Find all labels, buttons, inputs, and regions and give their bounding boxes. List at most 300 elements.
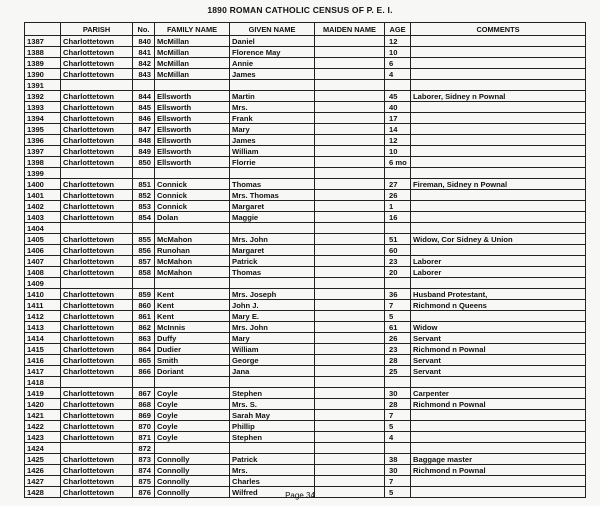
cell-record-number: 1393	[25, 102, 61, 113]
cell-parish: Charlottetown	[61, 36, 133, 47]
cell-record-number: 1389	[25, 58, 61, 69]
cell-family-no: 855	[133, 234, 155, 245]
cell-age: 12	[385, 135, 411, 146]
cell-parish: Charlottetown	[61, 69, 133, 80]
cell-record-number: 1403	[25, 212, 61, 223]
cell-family-name: McMillan	[155, 36, 230, 47]
cell-given-name: Mary	[230, 333, 315, 344]
cell-family-no	[133, 168, 155, 179]
cell-maiden-name	[315, 234, 385, 245]
table-row	[25, 300, 586, 311]
cell-record-number: 1415	[25, 344, 61, 355]
column-header-family-no: No.	[133, 23, 155, 36]
cell-comments: Baggage master	[411, 454, 586, 465]
cell-comments	[411, 190, 586, 201]
cell-record-number: 1391	[25, 80, 61, 91]
cell-age: 28	[385, 355, 411, 366]
cell-family-no: 849	[133, 146, 155, 157]
cell-comments: Laborer, Sidney n Pownal	[411, 91, 586, 102]
table-row	[25, 80, 586, 91]
cell-record-number: 1408	[25, 267, 61, 278]
page-number: Page 34	[285, 491, 315, 500]
cell-family-no: 868	[133, 399, 155, 410]
cell-given-name	[230, 443, 315, 454]
table-row	[25, 311, 586, 322]
cell-record-number: 1399	[25, 168, 61, 179]
cell-comments	[411, 168, 586, 179]
cell-family-name: Connick	[155, 201, 230, 212]
cell-record-number: 1418	[25, 377, 61, 388]
cell-family-no: 858	[133, 267, 155, 278]
cell-comments	[411, 58, 586, 69]
cell-family-name: Coyle	[155, 399, 230, 410]
cell-family-no: 842	[133, 58, 155, 69]
cell-parish	[61, 443, 133, 454]
cell-given-name: Stephen	[230, 388, 315, 399]
cell-maiden-name	[315, 69, 385, 80]
cell-comments	[411, 36, 586, 47]
cell-parish: Charlottetown	[61, 267, 133, 278]
cell-parish: Charlottetown	[61, 124, 133, 135]
cell-age: 12	[385, 36, 411, 47]
cell-family-name: Coyle	[155, 410, 230, 421]
cell-given-name: Mrs. Thomas	[230, 190, 315, 201]
table-row	[25, 256, 586, 267]
cell-parish: Charlottetown	[61, 113, 133, 124]
cell-family-no: 851	[133, 179, 155, 190]
cell-family-no: 876	[133, 487, 155, 498]
cell-comments: Widow, Cor Sidney & Union	[411, 234, 586, 245]
cell-family-no: 864	[133, 344, 155, 355]
table-row	[25, 432, 586, 443]
cell-age: 4	[385, 432, 411, 443]
cell-age	[385, 80, 411, 91]
cell-maiden-name	[315, 344, 385, 355]
cell-family-no: 856	[133, 245, 155, 256]
cell-comments	[411, 201, 586, 212]
cell-age: 4	[385, 69, 411, 80]
cell-comments	[411, 47, 586, 58]
cell-family-no	[133, 80, 155, 91]
cell-parish: Charlottetown	[61, 465, 133, 476]
cell-family-name: Connolly	[155, 476, 230, 487]
cell-family-name: Coyle	[155, 388, 230, 399]
cell-comments	[411, 146, 586, 157]
census-table	[24, 22, 586, 498]
cell-maiden-name	[315, 476, 385, 487]
cell-age	[385, 278, 411, 289]
cell-family-name: Doriant	[155, 366, 230, 377]
cell-record-number: 1416	[25, 355, 61, 366]
table-row	[25, 421, 586, 432]
column-header-age: AGE	[385, 23, 411, 36]
cell-record-number: 1414	[25, 333, 61, 344]
cell-comments: Fireman, Sidney n Pownal	[411, 179, 586, 190]
column-header-parish: PARISH	[61, 23, 133, 36]
table-row	[25, 124, 586, 135]
cell-age: 5	[385, 421, 411, 432]
cell-given-name: Frank	[230, 113, 315, 124]
cell-family-no	[133, 377, 155, 388]
table-row	[25, 410, 586, 421]
cell-family-name	[155, 80, 230, 91]
cell-record-number: 1423	[25, 432, 61, 443]
cell-family-name: McMahon	[155, 256, 230, 267]
cell-age: 40	[385, 102, 411, 113]
cell-comments: Widow	[411, 322, 586, 333]
cell-maiden-name	[315, 311, 385, 322]
cell-family-name: Dolan	[155, 212, 230, 223]
table-row	[25, 201, 586, 212]
cell-family-name	[155, 278, 230, 289]
table-row	[25, 69, 586, 80]
cell-record-number: 1392	[25, 91, 61, 102]
cell-age: 36	[385, 289, 411, 300]
cell-given-name	[230, 168, 315, 179]
cell-given-name: James	[230, 69, 315, 80]
cell-parish: Charlottetown	[61, 410, 133, 421]
cell-family-no: 857	[133, 256, 155, 267]
cell-maiden-name	[315, 190, 385, 201]
cell-given-name: Daniel	[230, 36, 315, 47]
table-row	[25, 146, 586, 157]
cell-age	[385, 168, 411, 179]
cell-family-name: Ellsworth	[155, 157, 230, 168]
cell-record-number: 1395	[25, 124, 61, 135]
cell-family-no: 861	[133, 311, 155, 322]
cell-age: 61	[385, 322, 411, 333]
cell-age: 5	[385, 487, 411, 498]
column-header-given-name: GIVEN NAME	[230, 23, 315, 36]
cell-parish: Charlottetown	[61, 256, 133, 267]
table-row	[25, 212, 586, 223]
cell-maiden-name	[315, 58, 385, 69]
cell-parish: Charlottetown	[61, 333, 133, 344]
census-body	[25, 36, 586, 498]
table-row	[25, 388, 586, 399]
cell-maiden-name	[315, 124, 385, 135]
cell-age: 7	[385, 476, 411, 487]
cell-parish	[61, 278, 133, 289]
cell-age: 17	[385, 113, 411, 124]
cell-family-no: 867	[133, 388, 155, 399]
cell-given-name: William	[230, 146, 315, 157]
cell-record-number: 1401	[25, 190, 61, 201]
table-row	[25, 36, 586, 47]
cell-comments: Richmond n Pownal	[411, 399, 586, 410]
cell-comments: Richmond n Pownal	[411, 344, 586, 355]
cell-record-number: 1413	[25, 322, 61, 333]
cell-family-name: Connolly	[155, 465, 230, 476]
cell-family-no: 873	[133, 454, 155, 465]
cell-given-name: Maggie	[230, 212, 315, 223]
cell-record-number: 1396	[25, 135, 61, 146]
column-header-family-name: FAMILY NAME	[155, 23, 230, 36]
cell-family-name: McMahon	[155, 234, 230, 245]
cell-given-name: Florrie	[230, 157, 315, 168]
cell-family-name	[155, 223, 230, 234]
cell-maiden-name	[315, 168, 385, 179]
cell-maiden-name	[315, 36, 385, 47]
table-row	[25, 267, 586, 278]
cell-family-no: 875	[133, 476, 155, 487]
cell-parish: Charlottetown	[61, 234, 133, 245]
cell-maiden-name	[315, 223, 385, 234]
table-row	[25, 366, 586, 377]
cell-comments	[411, 245, 586, 256]
cell-family-no: 846	[133, 113, 155, 124]
cell-comments	[411, 135, 586, 146]
cell-family-name: Connick	[155, 179, 230, 190]
cell-comments	[411, 80, 586, 91]
cell-family-name: Coyle	[155, 421, 230, 432]
cell-comments	[411, 113, 586, 124]
cell-record-number: 1428	[25, 487, 61, 498]
cell-given-name: Thomas	[230, 179, 315, 190]
cell-age: 5	[385, 311, 411, 322]
cell-parish: Charlottetown	[61, 58, 133, 69]
cell-family-no	[133, 223, 155, 234]
cell-age: 16	[385, 212, 411, 223]
cell-family-no: 845	[133, 102, 155, 113]
cell-age: 6 mo	[385, 157, 411, 168]
cell-parish: Charlottetown	[61, 179, 133, 190]
cell-family-no: 872	[133, 443, 155, 454]
cell-family-no: 874	[133, 465, 155, 476]
cell-record-number: 1427	[25, 476, 61, 487]
cell-record-number: 1412	[25, 311, 61, 322]
cell-family-name: Duffy	[155, 333, 230, 344]
cell-comments	[411, 223, 586, 234]
cell-given-name: Mary E.	[230, 311, 315, 322]
cell-given-name: Mrs.	[230, 465, 315, 476]
cell-maiden-name	[315, 300, 385, 311]
cell-age: 25	[385, 366, 411, 377]
cell-record-number: 1420	[25, 399, 61, 410]
cell-age: 14	[385, 124, 411, 135]
table-row	[25, 190, 586, 201]
cell-parish: Charlottetown	[61, 344, 133, 355]
cell-record-number: 1411	[25, 300, 61, 311]
cell-given-name: Patrick	[230, 256, 315, 267]
cell-record-number: 1390	[25, 69, 61, 80]
table-row	[25, 157, 586, 168]
cell-maiden-name	[315, 179, 385, 190]
cell-maiden-name	[315, 256, 385, 267]
cell-family-name: Connolly	[155, 454, 230, 465]
cell-given-name: Patrick	[230, 454, 315, 465]
cell-parish: Charlottetown	[61, 289, 133, 300]
cell-record-number: 1409	[25, 278, 61, 289]
cell-family-no: 847	[133, 124, 155, 135]
cell-family-name: Coyle	[155, 432, 230, 443]
cell-parish: Charlottetown	[61, 47, 133, 58]
table-row	[25, 465, 586, 476]
cell-parish: Charlottetown	[61, 212, 133, 223]
cell-comments	[411, 311, 586, 322]
cell-age: 1	[385, 201, 411, 212]
cell-maiden-name	[315, 465, 385, 476]
cell-comments: Carpenter	[411, 388, 586, 399]
cell-parish	[61, 168, 133, 179]
cell-maiden-name	[315, 157, 385, 168]
cell-maiden-name	[315, 212, 385, 223]
cell-record-number: 1426	[25, 465, 61, 476]
cell-maiden-name	[315, 399, 385, 410]
cell-family-name: McInnis	[155, 322, 230, 333]
cell-given-name: Margaret	[230, 245, 315, 256]
cell-parish	[61, 223, 133, 234]
cell-age	[385, 377, 411, 388]
cell-maiden-name	[315, 410, 385, 421]
cell-family-name: Ellsworth	[155, 113, 230, 124]
cell-given-name: Charles	[230, 476, 315, 487]
cell-comments	[411, 102, 586, 113]
cell-comments	[411, 157, 586, 168]
cell-comments	[411, 69, 586, 80]
cell-comments: Husband Protestant,	[411, 289, 586, 300]
cell-maiden-name	[315, 289, 385, 300]
cell-given-name: Florence May	[230, 47, 315, 58]
cell-given-name: Martin	[230, 91, 315, 102]
cell-family-no: 859	[133, 289, 155, 300]
cell-given-name: Mrs. John	[230, 322, 315, 333]
cell-maiden-name	[315, 245, 385, 256]
cell-given-name: Thomas	[230, 267, 315, 278]
cell-parish	[61, 80, 133, 91]
cell-parish: Charlottetown	[61, 399, 133, 410]
cell-family-no: 863	[133, 333, 155, 344]
table-row	[25, 333, 586, 344]
cell-comments	[411, 421, 586, 432]
cell-given-name: Annie	[230, 58, 315, 69]
cell-given-name	[230, 80, 315, 91]
cell-age: 23	[385, 344, 411, 355]
cell-age: 26	[385, 333, 411, 344]
table-row	[25, 234, 586, 245]
cell-parish: Charlottetown	[61, 366, 133, 377]
cell-comments	[411, 410, 586, 421]
cell-given-name: Jana	[230, 366, 315, 377]
cell-family-no: 841	[133, 47, 155, 58]
cell-family-name: McMillan	[155, 58, 230, 69]
cell-age: 51	[385, 234, 411, 245]
cell-family-name: McMahon	[155, 267, 230, 278]
cell-family-no: 844	[133, 91, 155, 102]
column-header-record-number	[25, 23, 61, 36]
cell-comments: Servant	[411, 333, 586, 344]
cell-maiden-name	[315, 267, 385, 278]
cell-parish: Charlottetown	[61, 91, 133, 102]
cell-given-name: Mrs.	[230, 102, 315, 113]
cell-maiden-name	[315, 377, 385, 388]
cell-comments	[411, 377, 586, 388]
cell-parish: Charlottetown	[61, 322, 133, 333]
cell-family-no: 853	[133, 201, 155, 212]
cell-age: 45	[385, 91, 411, 102]
cell-family-no: 854	[133, 212, 155, 223]
cell-family-name	[155, 168, 230, 179]
cell-comments: Laborer	[411, 256, 586, 267]
table-row	[25, 377, 586, 388]
cell-maiden-name	[315, 278, 385, 289]
cell-family-name: Connolly	[155, 487, 230, 498]
cell-record-number: 1422	[25, 421, 61, 432]
cell-given-name: Sarah May	[230, 410, 315, 421]
table-row	[25, 289, 586, 300]
table-row	[25, 399, 586, 410]
header-row	[25, 23, 586, 36]
cell-given-name: Margaret	[230, 201, 315, 212]
cell-family-name: Kent	[155, 289, 230, 300]
cell-parish: Charlottetown	[61, 476, 133, 487]
cell-maiden-name	[315, 355, 385, 366]
cell-family-name: Kent	[155, 300, 230, 311]
cell-given-name: Mrs. Joseph	[230, 289, 315, 300]
cell-family-no	[133, 278, 155, 289]
cell-family-no: 852	[133, 190, 155, 201]
cell-given-name: John J.	[230, 300, 315, 311]
table-row	[25, 223, 586, 234]
cell-maiden-name	[315, 47, 385, 58]
cell-age: 30	[385, 388, 411, 399]
cell-family-name: Runohan	[155, 245, 230, 256]
cell-age: 10	[385, 146, 411, 157]
cell-maiden-name	[315, 443, 385, 454]
table-row	[25, 58, 586, 69]
cell-parish: Charlottetown	[61, 102, 133, 113]
table-row	[25, 322, 586, 333]
table-row	[25, 344, 586, 355]
cell-given-name: Phillip	[230, 421, 315, 432]
cell-given-name: Wilfred	[230, 487, 315, 498]
cell-record-number: 1397	[25, 146, 61, 157]
cell-family-name: Ellsworth	[155, 124, 230, 135]
table-row	[25, 168, 586, 179]
cell-comments: Richmond n Queens	[411, 300, 586, 311]
table-row	[25, 113, 586, 124]
cell-age: 7	[385, 300, 411, 311]
cell-family-no: 870	[133, 421, 155, 432]
cell-parish: Charlottetown	[61, 487, 133, 498]
table-row	[25, 278, 586, 289]
cell-given-name: Mrs. S.	[230, 399, 315, 410]
cell-family-name: Kent	[155, 311, 230, 322]
cell-family-name: Smith	[155, 355, 230, 366]
cell-record-number: 1404	[25, 223, 61, 234]
cell-family-name: Connick	[155, 190, 230, 201]
cell-given-name: James	[230, 135, 315, 146]
cell-record-number: 1402	[25, 201, 61, 212]
cell-age: 20	[385, 267, 411, 278]
cell-family-no: 850	[133, 157, 155, 168]
table-row	[25, 476, 586, 487]
cell-family-name	[155, 377, 230, 388]
cell-age: 28	[385, 399, 411, 410]
cell-record-number: 1419	[25, 388, 61, 399]
cell-parish: Charlottetown	[61, 300, 133, 311]
cell-comments	[411, 212, 586, 223]
cell-comments: Richmond n Pownal	[411, 465, 586, 476]
cell-age: 60	[385, 245, 411, 256]
cell-maiden-name	[315, 421, 385, 432]
cell-record-number: 1417	[25, 366, 61, 377]
cell-maiden-name	[315, 388, 385, 399]
column-header-comments: COMMENTS	[411, 23, 586, 36]
page-title: 1890 ROMAN CATHOLIC CENSUS OF P. E. I.	[207, 5, 393, 15]
cell-family-name: Ellsworth	[155, 146, 230, 157]
cell-maiden-name	[315, 91, 385, 102]
